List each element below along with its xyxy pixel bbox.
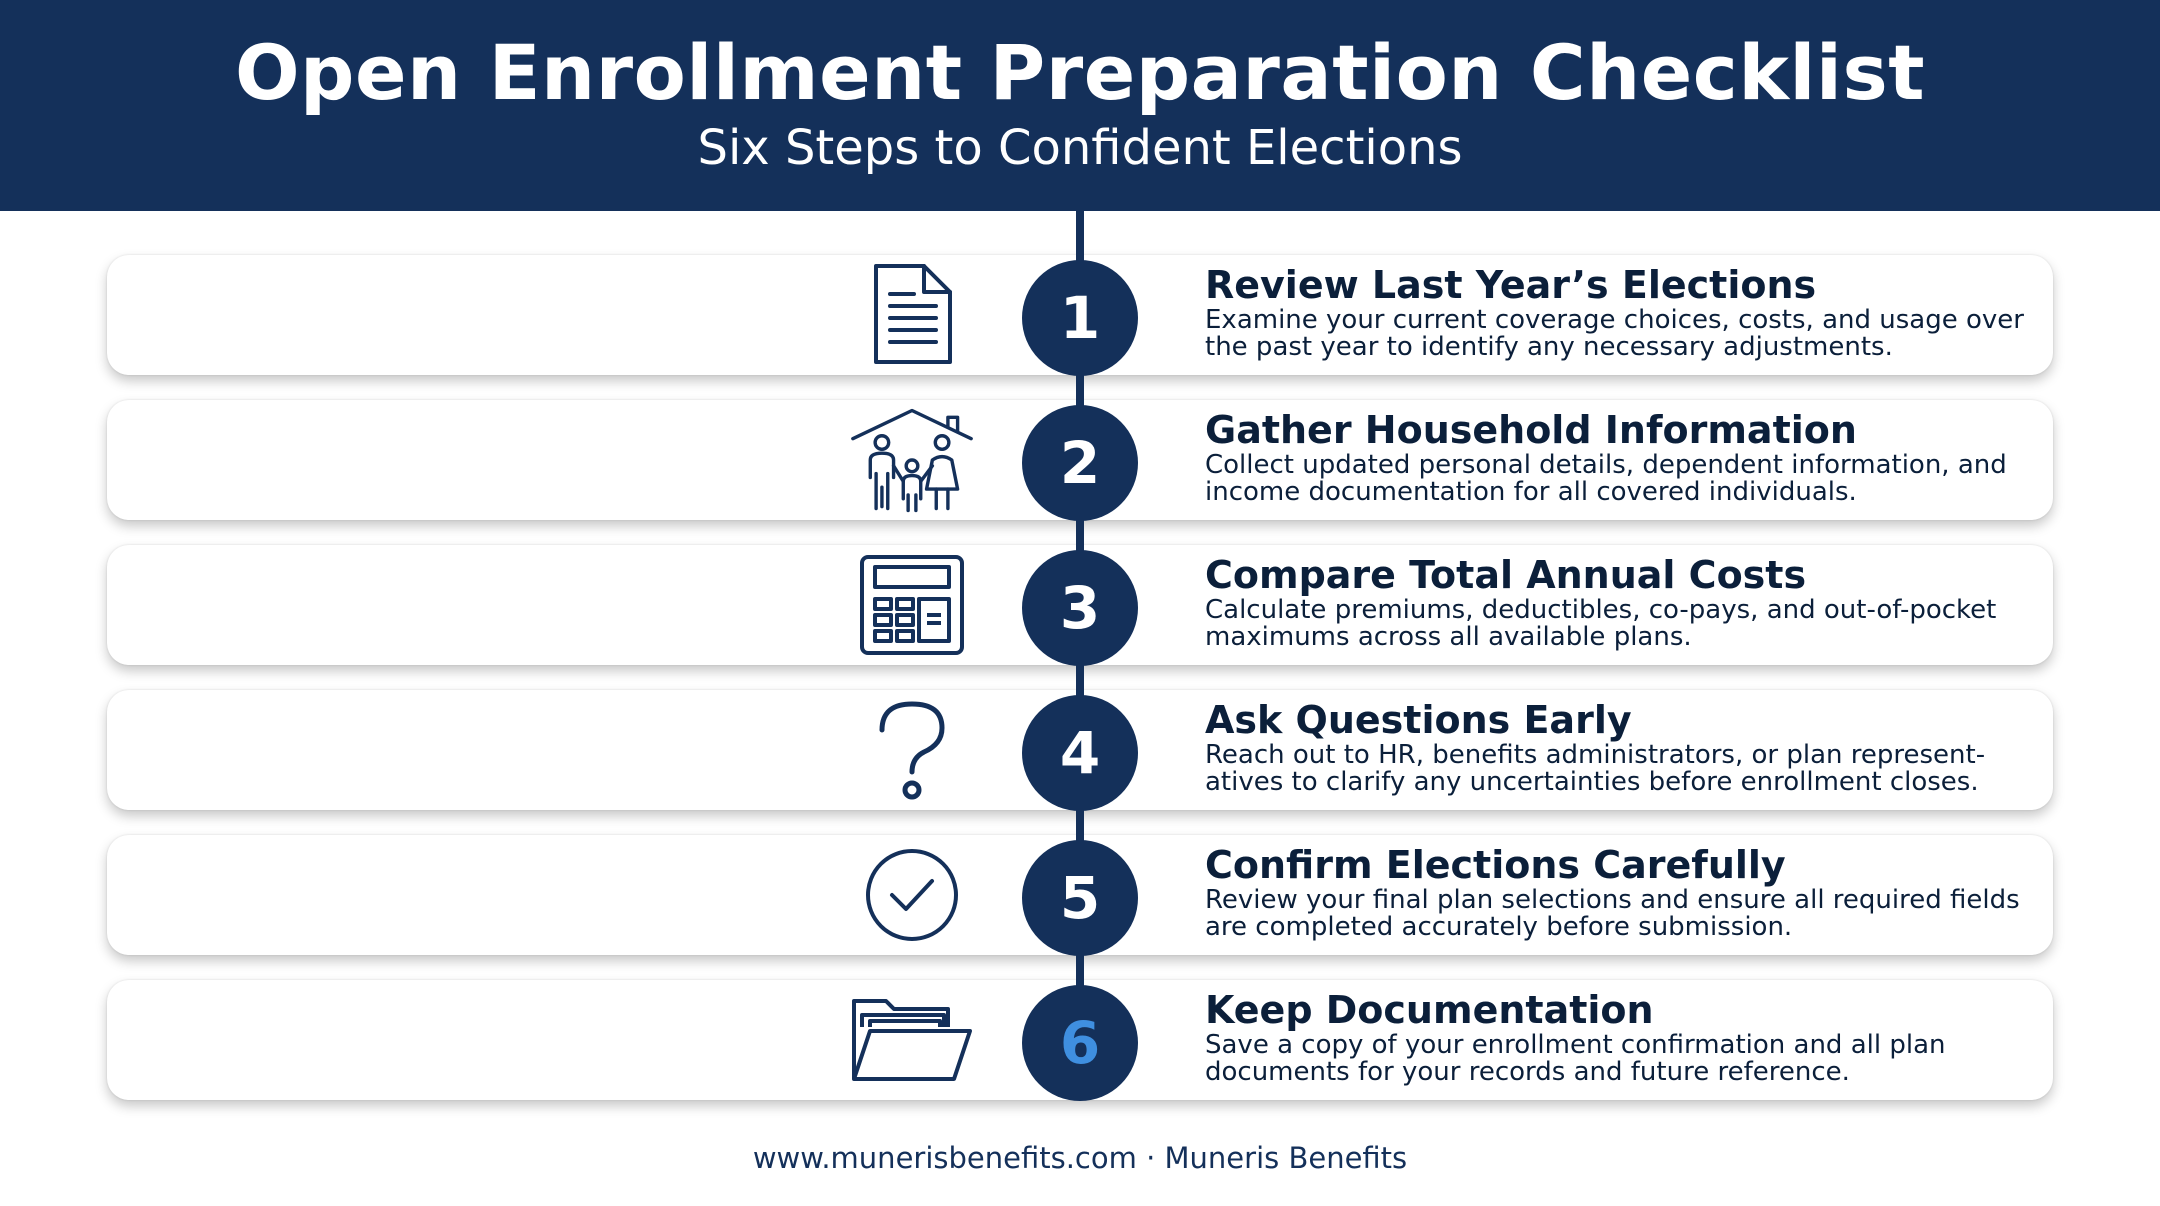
page-subtitle: Six Steps to Confident Elections [697,120,1463,176]
step-number-2: 2 [1022,405,1138,521]
checkmark-circle-icon [847,835,977,955]
step-number-5: 5 [1022,840,1138,956]
step-title: Keep Documentation [1205,988,1654,1032]
step-title: Gather Household Information [1205,408,1857,452]
step-description: Review your final plan selections and ensure all required fields are completed accurately before submission. [1205,885,2020,942]
footer-attribution: www.munerisbenefits.com · Muneris Benefits [752,1141,1408,1175]
step-description: Examine your current coverage choices, costs, and usage over the past year to identify any necessary adjustments. [1205,305,2024,362]
step-title: Ask Questions Early [1205,698,1632,742]
step-description: Collect updated personal details, dependent information, and income documentation for all covered individuals. [1205,450,2007,507]
step-title: Confirm Elections Carefully [1205,843,1786,887]
step-title: Review Last Year’s Elections [1205,263,1817,307]
calculator-icon [847,545,977,665]
step-number-1: 1 [1022,260,1138,376]
step-title: Compare Total Annual Costs [1205,553,1807,597]
step-number-3: 3 [1022,550,1138,666]
page-title: Open Enrollment Preparation Checklist [234,28,1926,117]
family-house-icon [847,400,977,520]
step-description: Reach out to HR, benefits administrators, or plan represent-atives to clarify any uncertainties before enrollment closes. [1205,740,1986,797]
header-banner [0,0,2160,211]
step-number-6: 6 [1022,985,1138,1101]
folder-icon [847,980,977,1100]
question-mark-icon [847,690,977,810]
step-description: Save a copy of your enrollment confirmation and all plan documents for your records and future reference. [1205,1030,1946,1087]
step-number-4: 4 [1022,695,1138,811]
step-description: Calculate premiums, deductibles, co-pays, and out-of-pocket maximums across all available plans. [1205,595,1997,652]
document-icon [847,255,977,375]
